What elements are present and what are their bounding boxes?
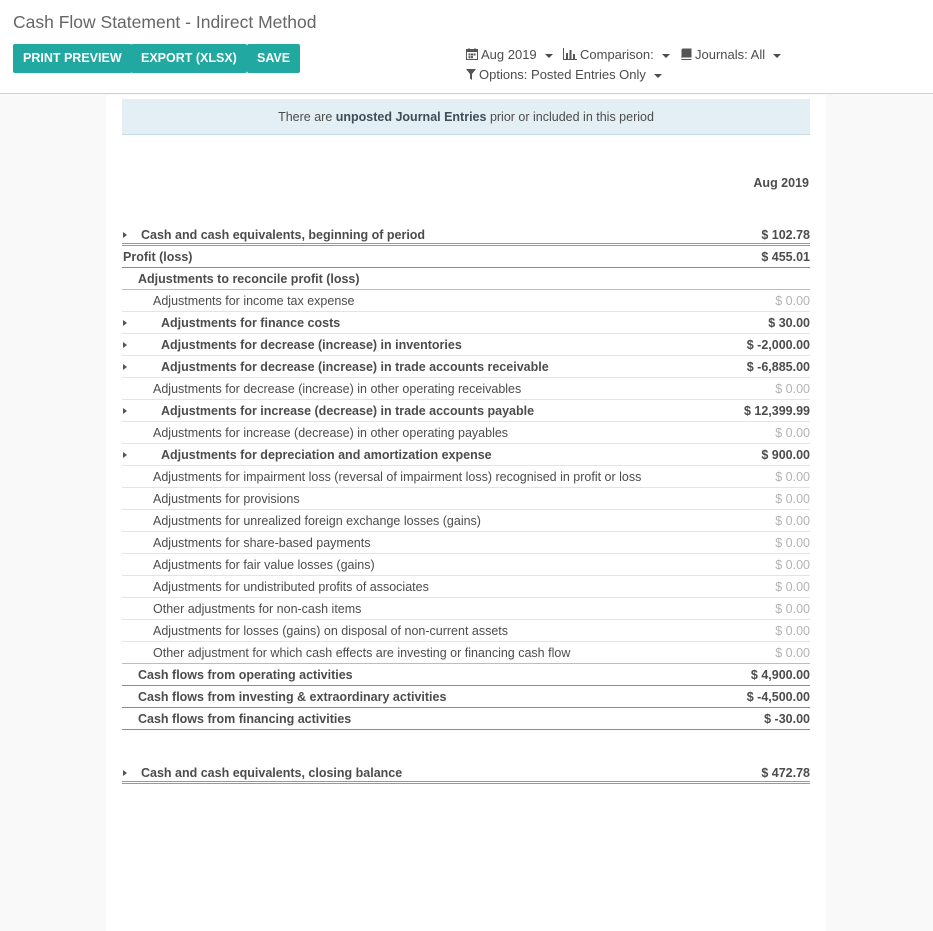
line-value: $ 0.00 [775, 492, 810, 506]
line-value: $ 0.00 [775, 558, 810, 572]
report-line [122, 510, 810, 532]
date-filter-label: Aug 2019 [481, 47, 537, 62]
line-label: Other adjustment for which cash effects are investing or financing cash flow [153, 646, 571, 660]
line-label: Adjustments for losses (gains) on disposal of non-current assets [153, 624, 509, 638]
line-label: Adjustments for decrease (increase) in inventories [161, 338, 462, 352]
line-label: Adjustments for decrease (increase) in other operating receivables [153, 382, 522, 396]
line-value: $ 0.00 [775, 580, 810, 594]
report-line [122, 642, 810, 664]
comparison-filter-label: Comparison: [580, 47, 654, 62]
journals-filter-label: Journals: All [695, 47, 766, 62]
line-value: $ -6,885.00 [746, 360, 810, 374]
report-line-cash-beginning[interactable] [122, 224, 810, 246]
line-label: Profit (loss) [123, 250, 193, 264]
save-button[interactable]: SAVE [247, 44, 300, 73]
line-value: $ 0.00 [775, 382, 810, 396]
report-line [122, 554, 810, 576]
report-line-expandable[interactable] [122, 356, 810, 378]
line-label: Adjustments to reconcile profit (loss) [138, 272, 360, 286]
caret-right-icon[interactable] [123, 342, 127, 348]
report-line-investing-total [122, 686, 810, 708]
line-value: $ 455.01 [761, 250, 810, 264]
line-label: Adjustments for undistributed profits of associates [153, 580, 429, 594]
line-label: Adjustments for fair value losses (gains) [153, 558, 375, 572]
bar-chart-icon [563, 48, 577, 63]
filter-icon [466, 68, 476, 83]
column-header-period: Aug 2019 [753, 176, 809, 190]
caret-right-icon[interactable] [123, 320, 127, 326]
caret-right-icon[interactable] [123, 364, 127, 370]
control-panel [0, 0, 933, 94]
line-value: $ 0.00 [775, 514, 810, 528]
line-label: Cash flows from investing & extraordinary activities [138, 690, 447, 704]
warning-text-prefix: There are [278, 110, 336, 124]
export-xlsx-button[interactable]: EXPORT (XLSX) [131, 44, 247, 73]
chevron-down-icon [654, 74, 662, 78]
line-label: Cash flows from financing activities [138, 712, 352, 726]
line-label: Cash and cash equivalents, beginning of period [141, 228, 426, 242]
report-line [122, 422, 810, 444]
report-line [122, 378, 810, 400]
options-filter-label: Options: Posted Entries Only [479, 67, 646, 82]
report-sheet [106, 95, 826, 931]
line-value: $ -30.00 [764, 712, 810, 726]
line-value: $ 0.00 [775, 426, 810, 440]
line-value: $ -4,500.00 [746, 690, 810, 704]
report-line-expandable[interactable] [122, 334, 810, 356]
caret-right-icon[interactable] [123, 770, 127, 776]
report-table [122, 224, 810, 784]
line-value: $ 102.78 [761, 228, 810, 242]
page-title: Cash Flow Statement - Indirect Method [13, 12, 317, 32]
line-value: $ 30.00 [768, 316, 810, 330]
spacer [122, 730, 810, 762]
warning-text-suffix: prior or included in this period [486, 110, 654, 124]
report-line [122, 532, 810, 554]
line-value: $ 0.00 [775, 602, 810, 616]
line-value: $ 0.00 [775, 646, 810, 660]
report-line-operating-total [122, 664, 810, 686]
report-line [122, 620, 810, 642]
line-value: $ 0.00 [775, 536, 810, 550]
line-label: Adjustments for depreciation and amortization expense [161, 448, 492, 462]
unposted-entries-warning [122, 99, 810, 135]
line-label: Adjustments for increase (decrease) in trade accounts payable [161, 404, 535, 418]
line-value: $ 0.00 [775, 624, 810, 638]
caret-right-icon[interactable] [123, 452, 127, 458]
line-label: Adjustments for finance costs [161, 316, 341, 330]
date-filter-dropdown[interactable] [466, 47, 553, 63]
line-label: Adjustments for unrealized foreign exchange losses (gains) [153, 514, 481, 528]
chevron-down-icon [773, 54, 781, 58]
report-line-expandable[interactable] [122, 312, 810, 334]
line-value: $ -2,000.00 [746, 338, 810, 352]
book-icon [681, 48, 692, 63]
line-label: Other adjustments for non-cash items [153, 602, 362, 616]
line-value: $ 4,900.00 [750, 668, 810, 682]
report-line-expandable[interactable] [122, 400, 810, 422]
caret-right-icon[interactable] [123, 232, 127, 238]
report-line-financing-total [122, 708, 810, 730]
line-label: Adjustments for provisions [153, 492, 300, 506]
caret-right-icon[interactable] [123, 408, 127, 414]
line-label: Adjustments for income tax expense [153, 294, 355, 308]
line-label: Adjustments for increase (decrease) in other operating payables [153, 426, 509, 440]
report-line-profit-loss [122, 246, 810, 268]
report-line [122, 488, 810, 510]
report-line-adjustments-header [122, 268, 810, 290]
journals-filter-dropdown[interactable] [681, 47, 781, 63]
line-value: $ 900.00 [761, 448, 810, 462]
report-line [122, 290, 810, 312]
line-label: Cash flows from operating activities [138, 668, 353, 682]
chevron-down-icon [662, 54, 670, 58]
line-value: $ 0.00 [775, 470, 810, 484]
line-value: $ 12,399.99 [743, 404, 810, 418]
report-line [122, 598, 810, 620]
report-line [122, 576, 810, 598]
line-label: Adjustments for decrease (increase) in trade accounts receivable [161, 360, 549, 374]
report-line-cash-closing[interactable] [122, 762, 810, 784]
line-label: Adjustments for share-based payments [153, 536, 371, 550]
chevron-down-icon [545, 54, 553, 58]
line-label: Adjustments for impairment loss (reversal of impairment loss) recognised in profit or loss [153, 470, 642, 484]
calendar-icon [466, 48, 478, 63]
report-line-expandable[interactable] [122, 444, 810, 466]
options-filter-dropdown[interactable] [466, 67, 662, 83]
comparison-filter-dropdown[interactable] [563, 47, 670, 63]
print-preview-button[interactable]: PRINT PREVIEW [13, 44, 132, 73]
line-value: $ 472.78 [761, 766, 810, 780]
line-label: Cash and cash equivalents, closing balance [141, 766, 403, 780]
unposted-journal-entries-link[interactable]: unposted Journal Entries [335, 110, 487, 124]
report-line [122, 466, 810, 488]
line-value: $ 0.00 [775, 294, 810, 308]
